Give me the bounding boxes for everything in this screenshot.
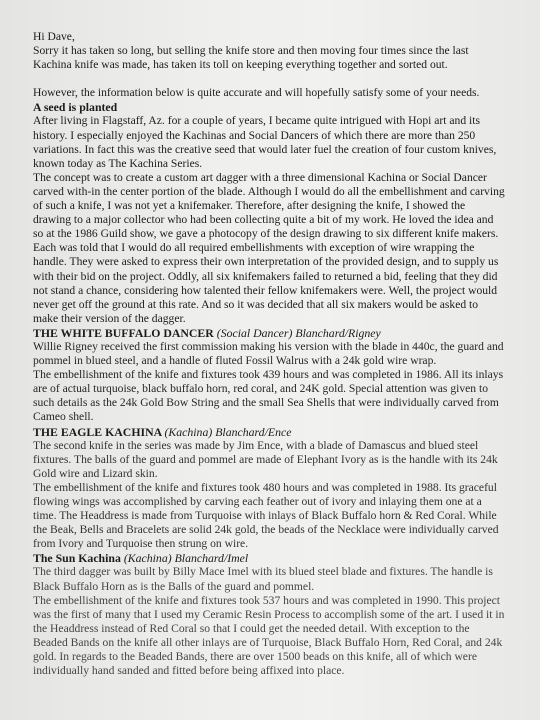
buffalo-paragraph-1: Willie Rigney received the first commission making his version with the blade in 440c, the guard and pommel in blued steel, and a handle of fluted Fossil Walrus with a 24k gold wire wrap. xyxy=(33,339,504,368)
intro-paragraph: Sorry it has taken so long, but selling the knife store and then moving four times since the last Kachina knife was made, has taken its toll on keeping everything together and sorted out. xyxy=(33,44,469,72)
sun-subheading: (Kachina) Blanchard/Imel xyxy=(123,551,249,566)
eagle-heading-row xyxy=(33,425,506,439)
buffalo-heading-row xyxy=(33,326,506,340)
spacer xyxy=(33,72,506,86)
sun-paragraph-1: The third dagger was built by Billy Mace Imel with its blued steel blade and fixtures. The handle is Black Buffalo Horn as is the Balls of the guard and pommel. xyxy=(33,565,493,593)
sun-heading: The Sun Kachina xyxy=(33,551,121,566)
eagle-paragraph-1: The second knife in the series was made by Jim Ence, with a blade of Damascus and blued steel fixtures. The balls of the guard and pommel are made of Elephant Ivory as is the handle with its 24k Gold wire and Lizard skin. xyxy=(33,438,498,480)
buffalo-subheading: (Social Dancer) Blanchard/Rigney xyxy=(216,325,381,340)
seed-heading: A seed is planted xyxy=(33,100,118,115)
buffalo-heading: THE WHITE BUFFALO DANCER xyxy=(33,325,214,340)
eagle-paragraph-2: The embellishment of the knife and fixtures took 480 hours and was completed in 1988. Its graceful flowing wings was accomplished by carving each feather out of ivory and inlaying them one at a time. The Headdress is made from Turquoise with inlays of Black Buffalo horn & Red Coral. While the Beak, Bells and Bracelets are solid 24k gold, the beads of the Necklace were individually carved from Ivory and Turquoise then strung on wire. xyxy=(33,480,499,551)
eagle-subheading: (Kachina) Blanchard/Ence xyxy=(164,424,292,439)
greeting: Hi Dave, xyxy=(33,30,75,43)
buffalo-paragraph-2: The embellishment of the knife and fixtures took 439 hours and was completed in 1986. All its inlays are of actual turquoise, black buffalo horn, red coral, and 24K gold. Special attention was given to such details as the 24k Gold Bow String and the small Sea Shells that were individually carved from Cameo shell. xyxy=(33,368,504,424)
eagle-heading: THE EAGLE KACHINA xyxy=(33,424,162,439)
however-paragraph: However, the information below is quite accurate and will hopefully satisfy some of your needs. xyxy=(33,86,480,100)
sun-heading-row xyxy=(33,551,506,565)
seed-paragraph-2: The concept was to create a custom art dagger with a three dimensional Kachina or Social Dancer carved with-in the center portion of the blade. Although I would do all the embellishment and carving of such a knife, I was not yet a knifemaker. Therefore, after designing the knife, I showed the drawing to a major collector who had been collecting quite a bit of my work. He loved the idea and so at the 1986 Guild show, we gave a photocopy of the design drawing to six different knife makers. Each was told that I would do all required embellishments with exception of wire wrapping the handle. They were asked to express their own interpretation of the provided design, and to supply us with their bid on the project. Oddly, all six knifemakers failed to returned a bid, feeling that they did not stand a chance, considering how talented their fellow knifemakers were. Well, the project would never get off the ground at this rate. And so it was decided that all six makers would be asked to make their version of the dagger. xyxy=(33,170,505,325)
sun-paragraph-2: The embellishment of the knife and fixtures took 537 hours and was completed in 1990. This project was the first of many that I used my Ceramic Resin Process to accomplish some of the art. I used it in the Headdress instead of Red Coral so that I could get the needed detail. With exception to the Beaded Bands on the knife all other inlays are of Turquoise, Black Buffalo Horn, Red Coral, and 24k gold. In regards to the Beaded Bands, there are over 1500 beads on this knife, all of which were individually hand sanded and fitted before being affixed into place. xyxy=(33,593,505,678)
seed-paragraph-1: After living in Flagstaff, Az. for a couple of years, I became quite intrigued with Hopi art and its history. I especially enjoyed the Kachinas and Social Dancers of which there are more than 250 variations. In fact this was the creative seed that would later fuel the creation of four custom knives, known today as The Kachina Series. xyxy=(33,114,497,170)
